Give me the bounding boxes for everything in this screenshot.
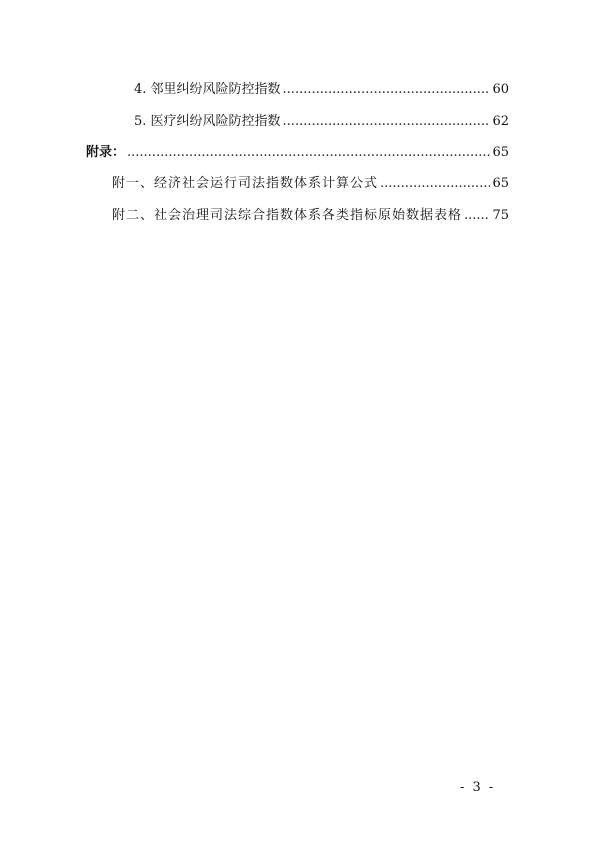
toc-entry-label: 4. 邻里纠纷风险防控指数 <box>134 82 281 97</box>
page-number: - 3 - <box>460 780 496 795</box>
toc-leader-dots <box>464 208 490 224</box>
toc-entry-page: 65 <box>492 176 509 191</box>
toc-entry-page: 60 <box>492 82 509 97</box>
toc-entry-label: 5. 医疗纠纷风险防控指数 <box>134 114 281 129</box>
toc-leader-dots <box>127 145 490 161</box>
toc-leader-dots <box>283 82 491 98</box>
toc-entry-neighbor-dispute-index[interactable] <box>134 82 509 98</box>
toc-entry-page: 62 <box>492 114 509 129</box>
toc-leader-dots <box>380 176 490 192</box>
toc-leader-dots <box>283 114 491 130</box>
toc-entry-appendix-one[interactable] <box>112 176 509 192</box>
toc-entry-appendix[interactable] <box>86 145 509 161</box>
toc-entry-medical-dispute-index[interactable] <box>134 114 509 130</box>
toc-entry-label: 附录： <box>86 145 126 160</box>
toc-entry-page: 65 <box>492 145 509 160</box>
toc-entry-appendix-two[interactable] <box>112 208 509 224</box>
toc-entry-label: 附二、社会治理司法综合指数体系各类指标原始数据表格 <box>112 208 463 223</box>
toc-entry-label: 附一、经济社会运行司法指数体系计算公式 <box>112 176 379 191</box>
toc-entry-page: 75 <box>492 208 509 223</box>
